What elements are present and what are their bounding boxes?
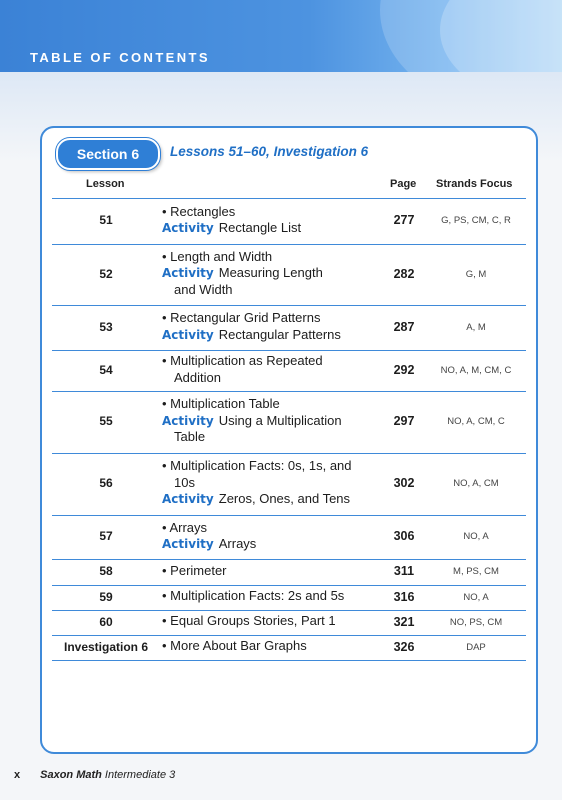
activity-title: and Width bbox=[174, 281, 233, 297]
table-row bbox=[52, 635, 526, 660]
page-number: x bbox=[14, 769, 21, 781]
activity-line bbox=[162, 491, 387, 508]
footer-brand: Saxon Math bbox=[40, 769, 102, 781]
row-divider bbox=[52, 660, 526, 661]
strands-focus: DAP bbox=[466, 641, 486, 653]
topic-title: • Multiplication as Repeated bbox=[162, 353, 323, 368]
topic-title: • Equal Groups Stories, Part 1 bbox=[162, 613, 336, 629]
table-row bbox=[52, 515, 526, 559]
strands-focus: G, PS, CM, C, R bbox=[441, 215, 511, 226]
lesson-topic bbox=[162, 249, 387, 299]
lesson-topic bbox=[162, 310, 387, 343]
topic-title: • Perimeter bbox=[162, 562, 227, 578]
table-row bbox=[52, 610, 526, 635]
table-row bbox=[52, 244, 526, 305]
page-reference: 297 bbox=[393, 414, 415, 428]
lesson-topic bbox=[162, 353, 387, 386]
lesson-number: 55 bbox=[99, 414, 113, 428]
activity-line bbox=[162, 265, 387, 282]
table-row bbox=[52, 305, 526, 350]
activity-label: Activity bbox=[162, 327, 214, 342]
lesson-number: 52 bbox=[99, 266, 113, 281]
strands-focus: NO, A, CM, C bbox=[447, 416, 505, 427]
lesson-number: 58 bbox=[99, 564, 113, 578]
topic-title: • Rectangles bbox=[162, 203, 236, 219]
lesson-number: 53 bbox=[99, 319, 113, 334]
table-row bbox=[52, 559, 526, 585]
page-reference: 321 bbox=[393, 614, 415, 629]
activity-label: Activity bbox=[162, 537, 214, 551]
page-reference: 287 bbox=[393, 319, 415, 334]
lesson-number: 54 bbox=[99, 362, 113, 377]
page-footer bbox=[14, 769, 175, 781]
section-badge: Section 6 bbox=[56, 138, 160, 170]
footer-subtitle: Intermediate 3 bbox=[101, 769, 176, 781]
lesson-number: 51 bbox=[99, 213, 113, 227]
section-subtitle: Lessons 51–60, Investigation 6 bbox=[170, 144, 369, 159]
lesson-number: 60 bbox=[99, 614, 113, 629]
strands-focus: A, M bbox=[466, 321, 486, 333]
activity-title: Arrays bbox=[218, 536, 257, 551]
activity-label: Activity bbox=[162, 221, 214, 235]
topic-title: • Length and Width bbox=[162, 248, 273, 264]
strands-focus: NO, A bbox=[463, 531, 489, 542]
page-reference: 292 bbox=[393, 362, 415, 377]
topic-title: • Multiplication Facts: 2s and 5s bbox=[162, 588, 345, 604]
page-reference: 306 bbox=[393, 529, 415, 543]
page-title: TABLE OF CONTENTS bbox=[30, 50, 210, 65]
strands-focus: M, PS, CM bbox=[453, 566, 499, 577]
page-reference: 302 bbox=[393, 476, 415, 490]
lesson-number: 59 bbox=[99, 589, 113, 604]
lesson-topic bbox=[162, 588, 387, 605]
lesson-topic bbox=[162, 396, 387, 446]
lesson-number: 57 bbox=[99, 529, 113, 543]
column-header-page: Page bbox=[390, 178, 417, 190]
activity-title: Using a Multiplication bbox=[218, 412, 342, 428]
strands-focus: NO, A, CM bbox=[453, 478, 499, 489]
table-row bbox=[52, 585, 526, 610]
table-row bbox=[52, 198, 526, 244]
activity-line bbox=[162, 413, 387, 430]
activity-label: Activity bbox=[162, 413, 214, 428]
lesson-topic bbox=[162, 458, 387, 508]
activity-line bbox=[162, 220, 387, 237]
activity-line bbox=[162, 429, 387, 446]
activity-label: Activity bbox=[162, 266, 214, 281]
lesson-topic bbox=[162, 638, 387, 655]
activity-title: Rectangle List bbox=[218, 220, 302, 235]
lesson-topic bbox=[162, 563, 387, 580]
activity-title: Table bbox=[174, 429, 206, 445]
table-row bbox=[52, 391, 526, 453]
page-reference: 277 bbox=[393, 213, 415, 227]
table-row bbox=[52, 350, 526, 391]
strands-focus: NO, PS, CM bbox=[449, 616, 503, 628]
topic-title: Addition bbox=[174, 369, 221, 385]
strands-focus: G, M bbox=[465, 268, 487, 280]
topic-title: 10s bbox=[174, 474, 195, 490]
page-reference: 311 bbox=[393, 564, 415, 578]
lesson-topic bbox=[162, 613, 387, 630]
activity-label: Activity bbox=[162, 492, 214, 507]
header-decoration bbox=[440, 0, 562, 72]
topic-title: • Multiplication Table bbox=[162, 396, 280, 412]
page-header bbox=[0, 0, 562, 72]
lesson-number: Investigation 6 bbox=[63, 639, 149, 654]
column-header-strands: Strands Focus bbox=[436, 178, 513, 190]
page-reference: 316 bbox=[393, 589, 415, 604]
column-header-lesson: Lesson bbox=[86, 178, 125, 190]
activity-title: Rectangular Patterns bbox=[218, 326, 341, 342]
activity-title: Zeros, Ones, and Tens bbox=[218, 491, 351, 507]
topic-title: • More About Bar Graphs bbox=[162, 638, 307, 654]
strands-focus: NO, A, M, CM, C bbox=[440, 364, 512, 376]
topic-title: • Multiplication Facts: 0s, 1s, and bbox=[162, 458, 352, 474]
page-reference: 326 bbox=[393, 639, 415, 654]
page-reference: 282 bbox=[393, 266, 415, 281]
activity-title: Measuring Length bbox=[218, 265, 323, 281]
strands-focus: NO, A bbox=[463, 591, 489, 603]
activity-line bbox=[162, 282, 387, 299]
activity-line bbox=[162, 536, 387, 553]
lesson-topic bbox=[162, 204, 387, 237]
activity-line bbox=[162, 327, 387, 344]
lesson-topic bbox=[162, 520, 387, 553]
topic-title: • Arrays bbox=[162, 519, 208, 535]
table-row bbox=[52, 453, 526, 515]
lesson-number: 56 bbox=[99, 476, 113, 490]
topic-title: • Rectangular Grid Patterns bbox=[162, 310, 321, 325]
